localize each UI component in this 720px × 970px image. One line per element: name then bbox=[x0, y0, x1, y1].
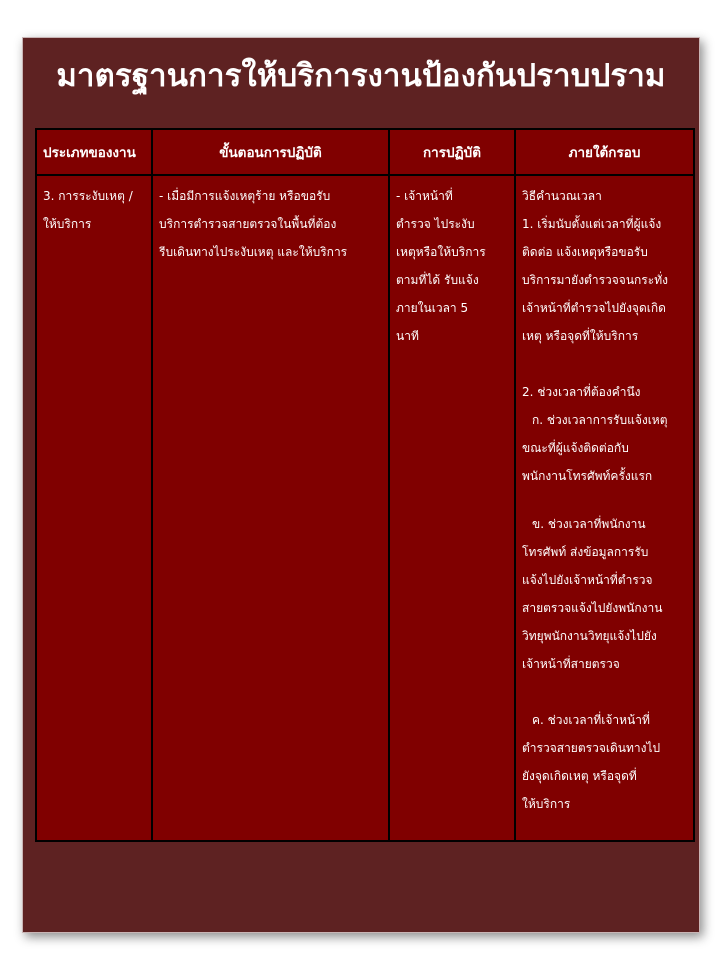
framework-sub-a-line: ก. ช่วงเวลาการรับแจ้งเหตุ bbox=[532, 413, 668, 427]
table-header-row bbox=[36, 129, 694, 175]
slide bbox=[22, 37, 700, 933]
framework-item1-line: เหตุ หรือจุดที่ให้บริการ bbox=[522, 329, 639, 343]
framework-sub-c-line: ให้บริการ bbox=[522, 797, 571, 811]
action-line: - เจ้าหน้าที่ bbox=[396, 189, 453, 203]
action-line: นาที bbox=[396, 329, 419, 343]
cell-procedure bbox=[152, 175, 389, 841]
header-work-type: ประเภทของงาน bbox=[36, 129, 152, 175]
framework-heading: วิธีคำนวณเวลา bbox=[522, 189, 602, 203]
cell-work-type bbox=[36, 175, 152, 841]
page-title: มาตรฐานการให้บริการงานป้องกันปราบปราม bbox=[56, 58, 666, 94]
standards-table-container bbox=[35, 128, 693, 842]
framework-sub-b-line: โทรศัพท์ ส่งข้อมูลการรับ bbox=[522, 545, 649, 559]
cell-action bbox=[389, 175, 515, 841]
framework-sub-b-line: เจ้าหน้าที่สายตรวจ bbox=[522, 657, 620, 671]
spacer bbox=[522, 678, 687, 706]
header-action: การปฏิบัติ bbox=[389, 129, 515, 175]
procedure-line: รีบเดินทางไประงับเหตุ และให้บริการ bbox=[159, 245, 348, 259]
action-line: ตามที่ได้ รับแจ้ง bbox=[396, 273, 479, 287]
framework-sub-b-line: สายตรวจแจ้งไปยังพนักงาน bbox=[522, 601, 663, 615]
framework-sub-a-line: ขณะที่ผู้แจ้งติดต่อกับ bbox=[522, 441, 629, 455]
framework-sub-b-line: วิทยุพนักงานวิทยุแจ้งไปยัง bbox=[522, 629, 657, 643]
header-procedure: ขั้นตอนการปฏิบัติ bbox=[152, 129, 389, 175]
header-framework: ภายใต้กรอบ bbox=[515, 129, 694, 175]
procedure-line: - เมื่อมีการแจ้งเหตุร้าย หรือขอรับ bbox=[159, 189, 331, 203]
framework-item1-line: บริการมายังตำรวจจนกระทั่ง bbox=[522, 273, 668, 287]
framework-sub-b-line: ข. ช่วงเวลาที่พนักงาน bbox=[532, 517, 646, 531]
framework-item2-heading: 2. ช่วงเวลาที่ต้องคำนึง bbox=[522, 385, 641, 399]
spacer bbox=[522, 350, 687, 378]
action-line: ภายในเวลา 5 bbox=[396, 301, 469, 315]
spacer bbox=[522, 490, 687, 510]
framework-sub-c-line: ค. ช่วงเวลาที่เจ้าหน้าที่ bbox=[532, 713, 650, 727]
framework-item1-line: เจ้าหน้าที่ตำรวจไปยังจุดเกิด bbox=[522, 301, 666, 315]
procedure-line: บริการตำรวจสายตรวจในพื้นที่ต้อง bbox=[159, 217, 337, 231]
work-type-line: 3. การระงับเหตุ / bbox=[43, 189, 133, 203]
framework-sub-b-line: แจ้งไปยังเจ้าหน้าที่ตำรวจ bbox=[522, 573, 653, 587]
work-type-line: ให้บริการ bbox=[43, 217, 92, 231]
action-line: ตำรวจ ไประงับ bbox=[396, 217, 475, 231]
framework-item1-line: ติดต่อ แจ้งเหตุหรือขอรับ bbox=[522, 245, 648, 259]
framework-sub-c-line: ยังจุดเกิดเหตุ หรือจุดที่ bbox=[522, 769, 637, 783]
standards-table bbox=[35, 128, 695, 842]
cell-framework bbox=[515, 175, 694, 841]
framework-item1-line: 1. เริ่มนับตั้งแต่เวลาที่ผู้แจ้ง bbox=[522, 217, 662, 231]
action-line: เหตุหรือให้บริการ bbox=[396, 245, 486, 259]
table-row bbox=[36, 175, 694, 841]
framework-sub-c-line: ตำรวจสายตรวจเดินทางไป bbox=[522, 741, 661, 755]
framework-sub-a-line: พนักงานโทรศัพท์ครั้งแรก bbox=[522, 469, 653, 483]
